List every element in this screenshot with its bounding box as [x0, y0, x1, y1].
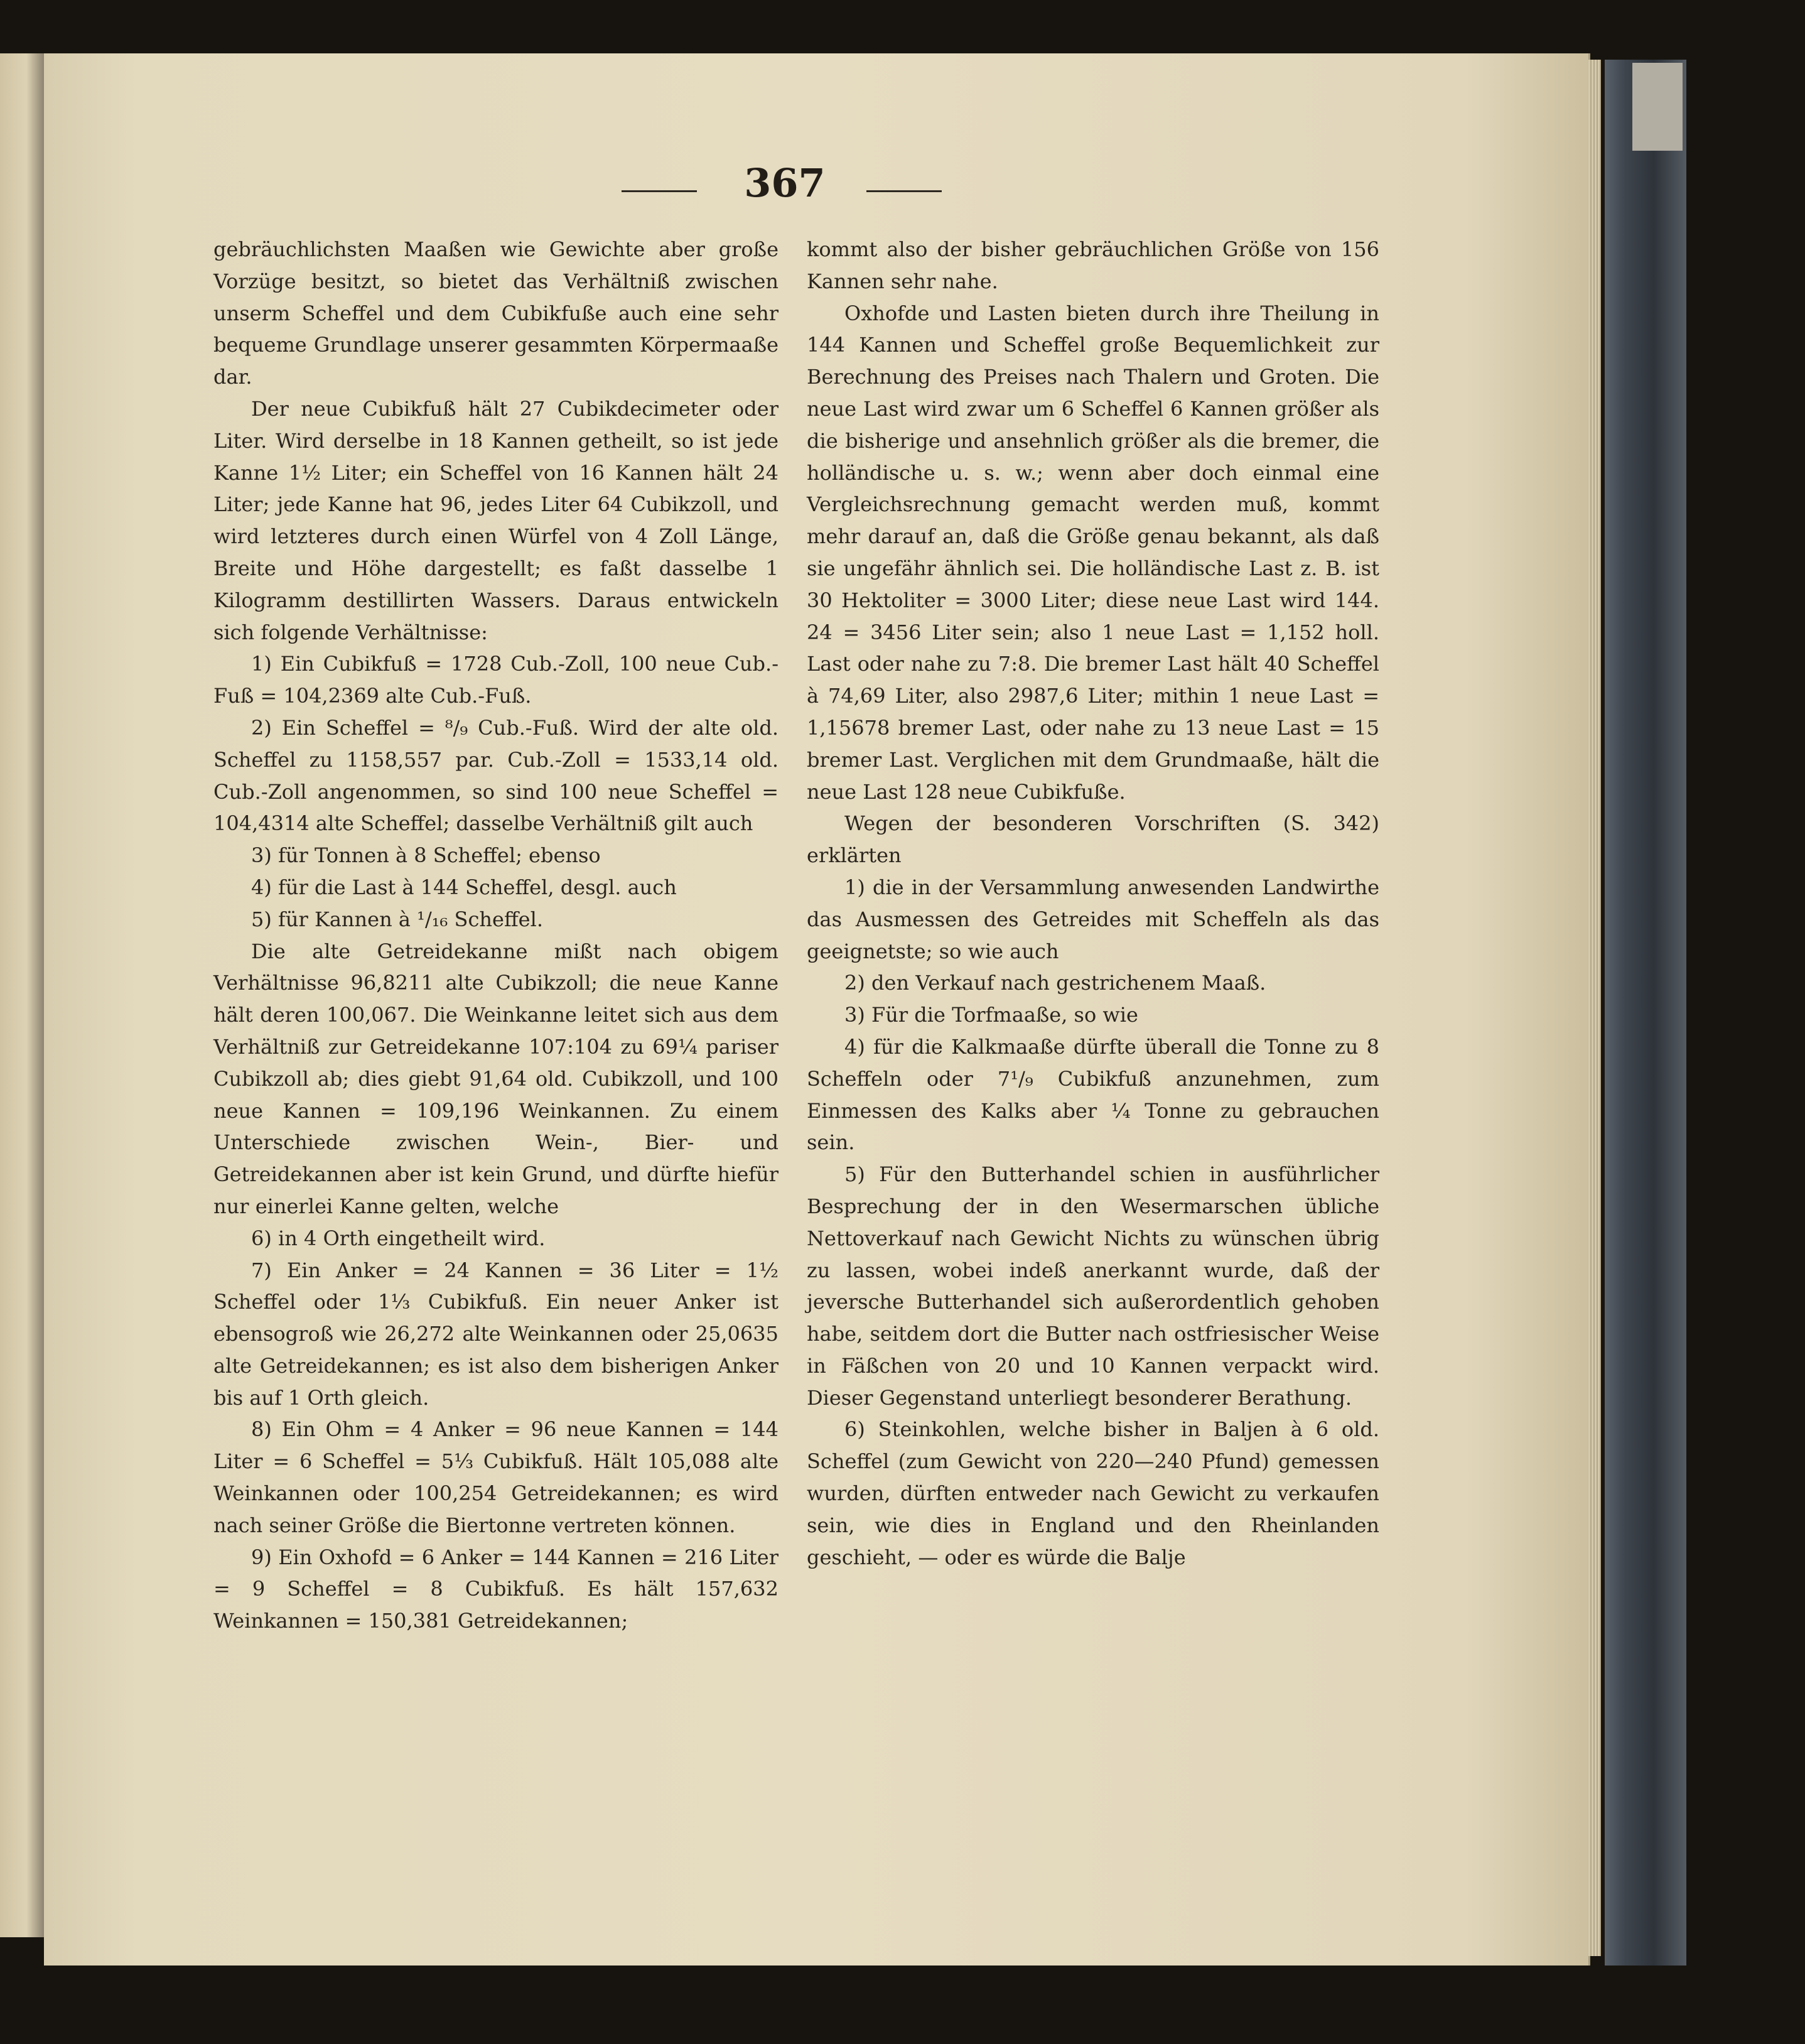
header-rule-right: [866, 190, 942, 192]
paragraph: 8) Ein Ohm = 4 Anker = 96 neue Kannen = 144 Liter = 6 Scheffel = 5⅓ Cubikfuß. Hält 105,088 alte Weinkannen oder 100,254 Getreidekannen; es wird nach seiner Größe die Biertonne vertreten können.: [213, 1417, 779, 1537]
paragraph: 6) Steinkohlen, welche bisher in Baljen à 6 old. Scheffel (zum Gewicht von 220—240 Pfund) gemessen wurden, dürften entweder nach Gewicht zu verkaufen sein, wie dies in England und den Rheinlanden geschieht, — oder es würde die Balje: [807, 1417, 1379, 1569]
paragraph: 5) Für den Butterhandel schien in ausführlicher Besprechung der in den Wesermarschen übliche Nettoverkauf nach Gewicht Nichts zu wünschen übrig zu lassen, wobei indeß anerkannt wurde, daß der jeversche Butterhandel sich außerordentlich gehoben habe, seitdem dort die Butter nach ostfriesischer Weise in Fäßchen von 20 und 10 Kannen verpackt wird. Dieser Gegenstand unterliegt besonderer Berathung.: [807, 1162, 1379, 1410]
paragraph: 6) in 4 Orth eingetheilt wird.: [251, 1226, 546, 1250]
text-column-left: [213, 234, 779, 1637]
cover-worn-corner: [1632, 63, 1683, 151]
paragraph: 7) Ein Anker = 24 Kannen = 36 Liter = 1½ Scheffel oder 1⅓ Cubikfuß. Ein neuer Anker ist ebensogroß wie 26,272 alte Weinkannen oder 25,0635 alte Getreidekannen; es ist also dem bisherigen Anker bis auf 1 Orth gleich.: [213, 1258, 779, 1410]
header-rule-left: [622, 190, 697, 192]
book-cover: [1605, 60, 1686, 1966]
paragraph: kommt also der bisher gebräuchlichen Größe von 156 Kannen sehr nahe.: [807, 237, 1379, 293]
paragraph: 4) für die Kalkmaaße dürfte überall die Tonne zu 8 Scheffeln oder 7¹/₉ Cubikfuß anzunehmen, zum Einmessen des Kalks aber ¼ Tonne zu gebrauchen sein.: [807, 1034, 1379, 1155]
paragraph: 1) Ein Cubikfuß = 1728 Cub.-Zoll, 100 neue Cub.-Fuß = 104,2369 alte Cub.-Fuß.: [213, 652, 779, 708]
paragraph: 2) Ein Scheffel = ⁸/₉ Cub.-Fuß. Wird der alte old. Scheffel zu 1158,557 par. Cub.-Zoll = 1533,14 old. Cub.-Zoll angenommen, so sind 100 neue Scheffel = 104,4314 alte Scheffel; dasselbe Verhältniß gilt auch: [213, 715, 779, 836]
paragraph: gebräuchlichsten Maaßen wie Gewichte aber große Vorzüge besitzt, so bietet das Verhältniß zwischen unserm Scheffel und dem Cubikfuße auch eine sehr bequeme Grundlage unserer gesammten Körpermaaße dar.: [213, 237, 779, 389]
paragraph: 3) für Tonnen à 8 Scheffel; ebenso: [251, 843, 601, 868]
paragraph: Der neue Cubikfuß hält 27 Cubikdecimeter oder Liter. Wird derselbe in 18 Kannen getheilt, so ist jede Kanne 1½ Liter; ein Scheffel von 16 Kannen hält 24 Liter; jede Kanne hat 96, jedes Liter 64 Cubikzoll, und wird letzteres durch einen Würfel von 4 Zoll Länge, Breite und Höhe dargestellt; es faßt dasselbe 1 Kilogramm destillirten Wassers. Daraus entwickeln sich folgende Verhältnisse:: [213, 396, 779, 644]
paragraph: Die alte Getreidekanne mißt nach obigem Verhältnisse 96,8211 alte Cubikzoll; die neue Kanne hält deren 100,067. Die Weinkanne leitet sich aus dem Verhältniß zur Getreidekanne 107:104 zu 69¼ pariser Cubikzoll ab; dies giebt 91,64 old. Cubikzoll, und 100 neue Kannen = 109,196 Weinkannen. Zu einem Unterschiede zwischen Wein-, Bier- und Getreidekannen aber ist kein Grund, und dürfte hiefür nur einerlei Kanne gelten, welche: [213, 939, 779, 1218]
paragraph: 5) für Kannen à ¹/₁₆ Scheffel.: [251, 907, 544, 931]
page-stack-edge: [1588, 60, 1601, 1956]
paragraph: Oxhofde und Lasten bieten durch ihre Theilung in 144 Kannen und Scheffel große Bequemlichkeit zur Berechnung des Preises nach Thalern und Groten. Die neue Last wird zwar um 6 Scheffel 6 Kannen größer als die bisherige und ansehnlich größer als die bremer, die holländische u. s. w.; wenn aber doch einmal eine Vergleichsrechnung gemacht werden muß, kommt mehr darauf an, daß die Größe genau bekannt, als daß sie ungefähr ähnlich sei. Die holländische Last z. B. ist 30 Hektoliter = 3000 Liter; diese neue Last wird 144. 24 = 3456 Liter sein; also 1 neue Last = 1,152 holl. Last oder nahe zu 7:8. Die bremer Last hält 40 Scheffel à 74,69 Liter, also 2987,6 Liter; mithin 1 neue Last = 1,15678 bremer Last, oder nahe zu 13 neue Last = 15 bremer Last. Verglichen mit dem Grundmaaße, hält die neue Last 128 neue Cubikfuße.: [807, 301, 1379, 804]
text-column-right: [807, 234, 1379, 1573]
page-header: [622, 160, 948, 210]
facing-page-edge: [0, 53, 44, 1937]
paragraph: 4) für die Last à 144 Scheffel, desgl. auch: [251, 875, 677, 899]
paragraph: 9) Ein Oxhofd = 6 Anker = 144 Kannen = 216 Liter = 9 Scheffel = 8 Cubikfuß. Es hält 157,632 Weinkannen = 150,381 Getreidekannen;: [213, 1545, 779, 1633]
paragraph: 1) die in der Versammlung anwesenden Landwirthe das Ausmessen des Getreides mit Scheffeln als das geeignetste; so wie auch: [807, 875, 1379, 963]
page-number: 367: [744, 160, 826, 206]
paragraph: 2) den Verkauf nach gestrichenem Maaß.: [844, 971, 1266, 995]
paragraph: Wegen der besonderen Vorschriften (S. 342) erklärten: [807, 811, 1379, 868]
paragraph: 3) Für die Torfmaaße, so wie: [844, 1003, 1138, 1027]
